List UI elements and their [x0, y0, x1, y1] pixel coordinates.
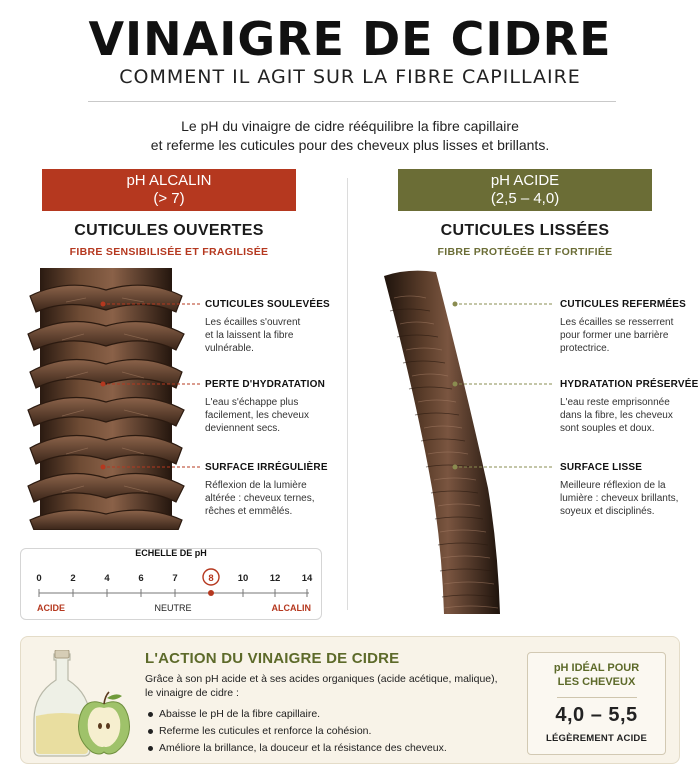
callout-line: Les écailles se resserrent: [560, 317, 674, 328]
ph-scale-title: ÉCHELLE DE pH: [135, 549, 207, 558]
banner-range: (2,5 – 4,0): [490, 190, 560, 207]
acid-leader-lines: [452, 290, 557, 490]
action-title: L'ACTION DU VINAIGRE DE CIDRE: [145, 650, 400, 667]
action-description: [145, 672, 515, 700]
ph-scale-alkaline-label: ALCALIN: [271, 603, 311, 613]
banner-label: pH ACIDE: [490, 172, 560, 189]
alkaline-leader-lines: [100, 290, 205, 490]
callout-line: L'eau reste emprisonnée: [560, 397, 670, 408]
callout-body: [560, 316, 700, 355]
intro-line: et referme les cuticules pour des cheveux plus lisses et brillants.: [150, 137, 550, 153]
callout-heading: CUTICULES SOULEVÉES: [205, 299, 330, 310]
callout-line: dans la fibre, les cheveux: [560, 410, 673, 421]
callout-line: deviennent secs.: [205, 423, 281, 434]
page-title: VINAIGRE DE CIDRE: [88, 12, 612, 66]
ph-tick-label: 4: [104, 573, 110, 584]
ideal-ph-title-line: LES CHEVEUX: [557, 676, 636, 688]
banner-range: (> 7): [153, 190, 185, 207]
alkaline-ph-banner: [42, 169, 296, 211]
callout-heading: SURFACE IRRÉGULIÈRE: [205, 462, 328, 473]
callout-irregular-surface: [205, 462, 345, 518]
list-item: Referme les cuticules et renforce la cohésion.: [145, 723, 447, 740]
callout-body: [560, 396, 700, 435]
ph-tick-label: 12: [269, 573, 281, 584]
callout-smooth-surface: [560, 462, 700, 518]
ideal-ph-title-line: pH IDÉAL POUR: [553, 662, 640, 674]
callout-line: facilement, les cheveux: [205, 410, 309, 421]
callout-line: vulnérable.: [205, 343, 254, 354]
ph-tick-label: 14: [301, 573, 313, 584]
ph-current-dot: [208, 590, 214, 596]
acid-title: CUTICULES LISSÉES: [440, 222, 610, 239]
callout-lifted-cuticles: [205, 299, 345, 355]
page-subtitle: COMMENT IL AGIT SUR LA FIBRE CAPILLAIRE: [119, 66, 581, 88]
callout-line: soyeux et disciplinés.: [560, 506, 655, 517]
ideal-ph-divider: [557, 697, 637, 698]
callout-line: Réflexion de la lumière: [205, 480, 307, 491]
ph-tick-label: 2: [70, 573, 76, 584]
callout-heading: CUTICULES REFERMÉES: [560, 299, 687, 310]
callout-line: altérée : cheveux ternes,: [205, 493, 315, 504]
callout-heading: SURFACE LISSE: [560, 462, 643, 473]
acid-subtitle: FIBRE PROTÉGÉE ET FORTIFIÉE: [437, 246, 613, 258]
action-benefits-list: [145, 706, 447, 757]
ph-tick-label: 10: [237, 573, 249, 584]
callout-line: Meilleure réflexion de la: [560, 480, 666, 491]
callout-closed-cuticles: [560, 299, 700, 355]
callout-line: L'eau s'échappe plus: [205, 397, 299, 408]
callout-line: rêches et emmêlés.: [205, 506, 293, 517]
action-description-line: Grâce à son pH acide et à ses acides organiques (acide acétique, malique),: [145, 673, 498, 685]
callout-line: sont souples et doux.: [560, 423, 655, 434]
callout-body: [205, 316, 345, 355]
list-item: Abaisse le pH de la fibre capillaire.: [145, 706, 447, 723]
alkaline-title: CUTICULES OUVERTES: [74, 222, 264, 239]
ideal-ph-card: [527, 652, 666, 755]
apple-icon: [76, 690, 132, 758]
callout-hydration-loss: [205, 379, 345, 435]
callout-body: [560, 479, 700, 518]
callout-heading: HYDRATATION PRÉSERVÉE: [560, 379, 699, 390]
callout-line: lumière : cheveux brillants,: [560, 493, 679, 504]
title-divider: [88, 101, 616, 102]
callout-body: [205, 396, 345, 435]
callout-line: et la laissent la fibre: [205, 330, 294, 341]
callout-line: Les écailles s'ouvrent: [205, 317, 301, 328]
ph-tick-label: 7: [172, 573, 178, 584]
action-description-line: le vinaigre de cidre :: [145, 687, 239, 699]
intro-text: [0, 117, 700, 155]
ideal-ph-value: 4,0 – 5,5: [555, 704, 638, 726]
ideal-ph-title: [528, 661, 665, 689]
ph-scale: [20, 548, 322, 620]
callout-hydration-preserved: [560, 379, 700, 435]
ph-scale-acid-label: ACIDE: [37, 603, 66, 613]
ph-scale-neutral-label: NEUTRE: [154, 603, 192, 613]
ph-tick-label: 6: [138, 573, 144, 584]
alkaline-subtitle: FIBRE SENSIBILISÉE ET FRAGILISÉE: [69, 246, 269, 258]
ph-tick-label: 0: [36, 573, 42, 584]
list-item: Améliore la brillance, la douceur et la résistance des cheveux.: [145, 740, 447, 757]
callout-line: pour former une barrière: [560, 330, 669, 341]
ideal-ph-label: LÉGÈREMENT ACIDE: [545, 733, 648, 744]
banner-label: pH ALCALIN: [126, 172, 212, 189]
callout-line: protectrice.: [560, 343, 610, 354]
intro-line: Le pH du vinaigre de cidre rééquilibre la fibre capillaire: [181, 118, 519, 134]
ph-tick-label: 8: [208, 573, 214, 584]
callout-heading: PERTE D'HYDRATATION: [205, 379, 326, 390]
acid-ph-banner: [398, 169, 652, 211]
column-divider: [347, 178, 348, 610]
callout-body: [205, 479, 345, 518]
